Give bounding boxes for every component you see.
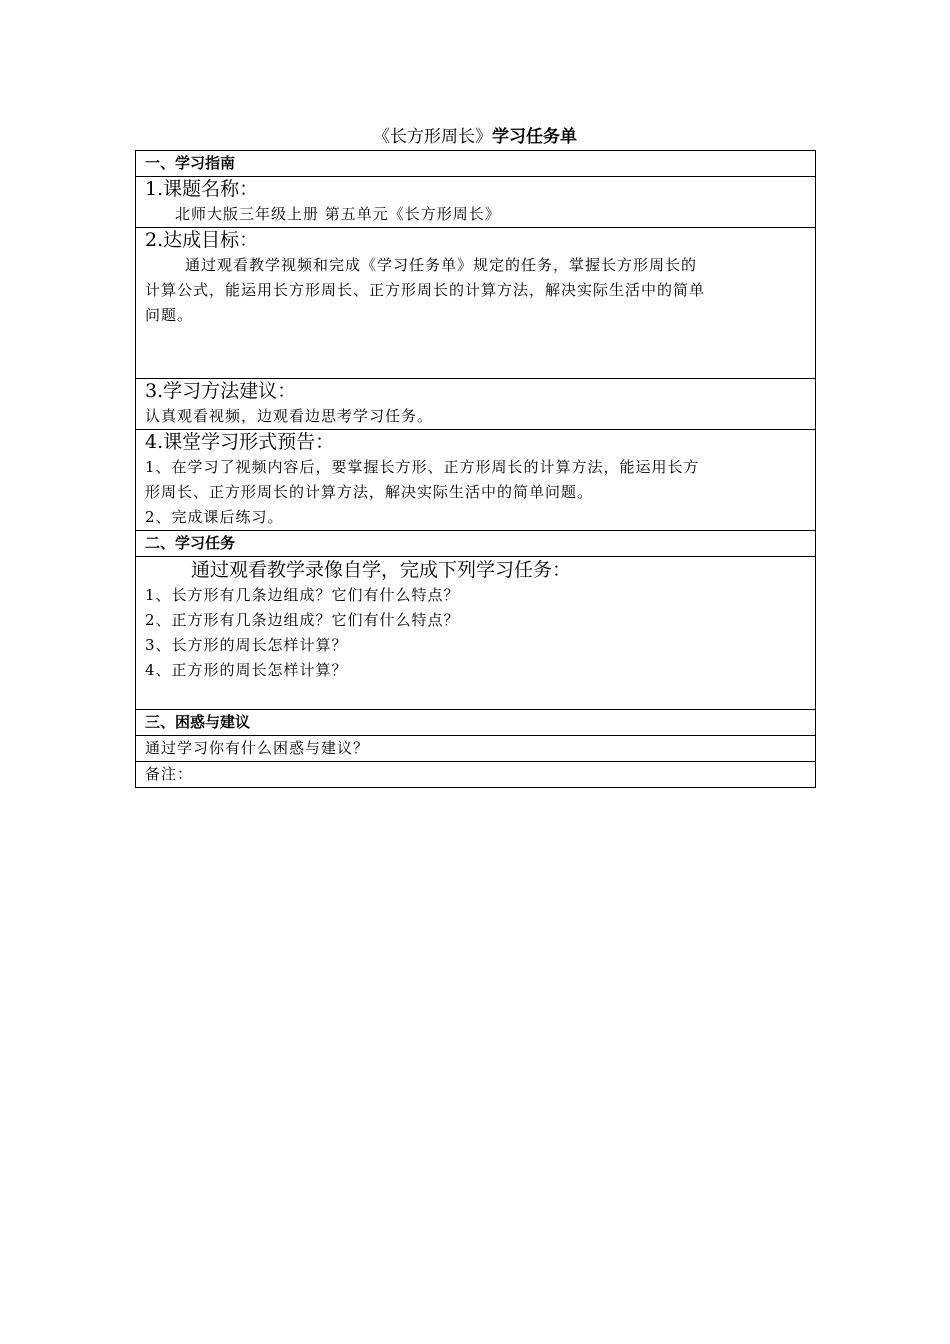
- task-sheet-table: [135, 150, 816, 788]
- note-label: 备注：: [136, 762, 816, 788]
- form-cell: [136, 430, 816, 531]
- note-row: [136, 762, 816, 788]
- topic-cell: [136, 177, 816, 228]
- document-title: [135, 124, 815, 150]
- tasks-cell: [136, 557, 816, 710]
- document-title-part2: 学习任务单: [492, 127, 577, 147]
- feedback-question: 通过学习你有什么困惑与建议？: [136, 736, 816, 762]
- goal-row: [136, 228, 816, 379]
- section-feedback-row: [136, 710, 816, 736]
- section-tasks-heading: 二、学习任务: [136, 531, 816, 557]
- task-item: 4、正方形的周长怎样计算？: [145, 661, 348, 679]
- topic-text: 北师大版三年级上册 第五单元《长方形周长》: [175, 205, 501, 223]
- tasks-lead: 通过观看教学录像自学，完成下列学习任务：: [191, 559, 572, 581]
- goal-blank-space: [145, 328, 806, 378]
- section-feedback-heading: 三、困惑与建议: [136, 710, 816, 736]
- form-heading: 4.课堂学习形式预告：: [145, 431, 335, 453]
- goal-heading: 2.达成目标：: [145, 229, 259, 251]
- task-item: 1、长方形有几条边组成？它们有什么特点？: [145, 586, 460, 604]
- goal-cell: [136, 228, 816, 379]
- goal-line: 计算公式，能运用长方形周长、正方形周长的计算方法，解决实际生活中的简单: [145, 281, 706, 299]
- section-guide-row: [136, 151, 816, 177]
- goal-line: 问题。: [145, 306, 194, 324]
- form-line: 1、在学习了视频内容后，要掌握长方形、正方形周长的计算方法，能运用长方: [145, 458, 700, 476]
- form-line: 形周长、正方形周长的计算方法，解决实际生活中的简单问题。: [145, 483, 594, 501]
- goal-line: 通过观看教学视频和完成《学习任务单》规定的任务，掌握长方形周长的: [185, 256, 698, 274]
- task-item: 2、正方形有几条边组成？它们有什么特点？: [145, 611, 460, 629]
- tasks-blank-space: [145, 683, 806, 709]
- task-item: 3、长方形的周长怎样计算？: [145, 636, 348, 654]
- method-text: 认真观看视频，边观看边思考学习任务。: [145, 407, 434, 425]
- method-cell: [136, 379, 816, 430]
- document-title-part1: 《长方形周长》: [373, 127, 492, 147]
- method-row: [136, 379, 816, 430]
- topic-row: [136, 177, 816, 228]
- section-guide-heading: 一、学习指南: [136, 151, 816, 177]
- section-tasks-row: [136, 531, 816, 557]
- form-line: 2、完成课后练习。: [145, 508, 284, 526]
- tasks-row: [136, 557, 816, 710]
- feedback-question-row: [136, 736, 816, 762]
- form-row: [136, 430, 816, 531]
- method-heading: 3.学习方法建议：: [145, 380, 297, 402]
- topic-heading: 1.课题名称：: [145, 178, 259, 200]
